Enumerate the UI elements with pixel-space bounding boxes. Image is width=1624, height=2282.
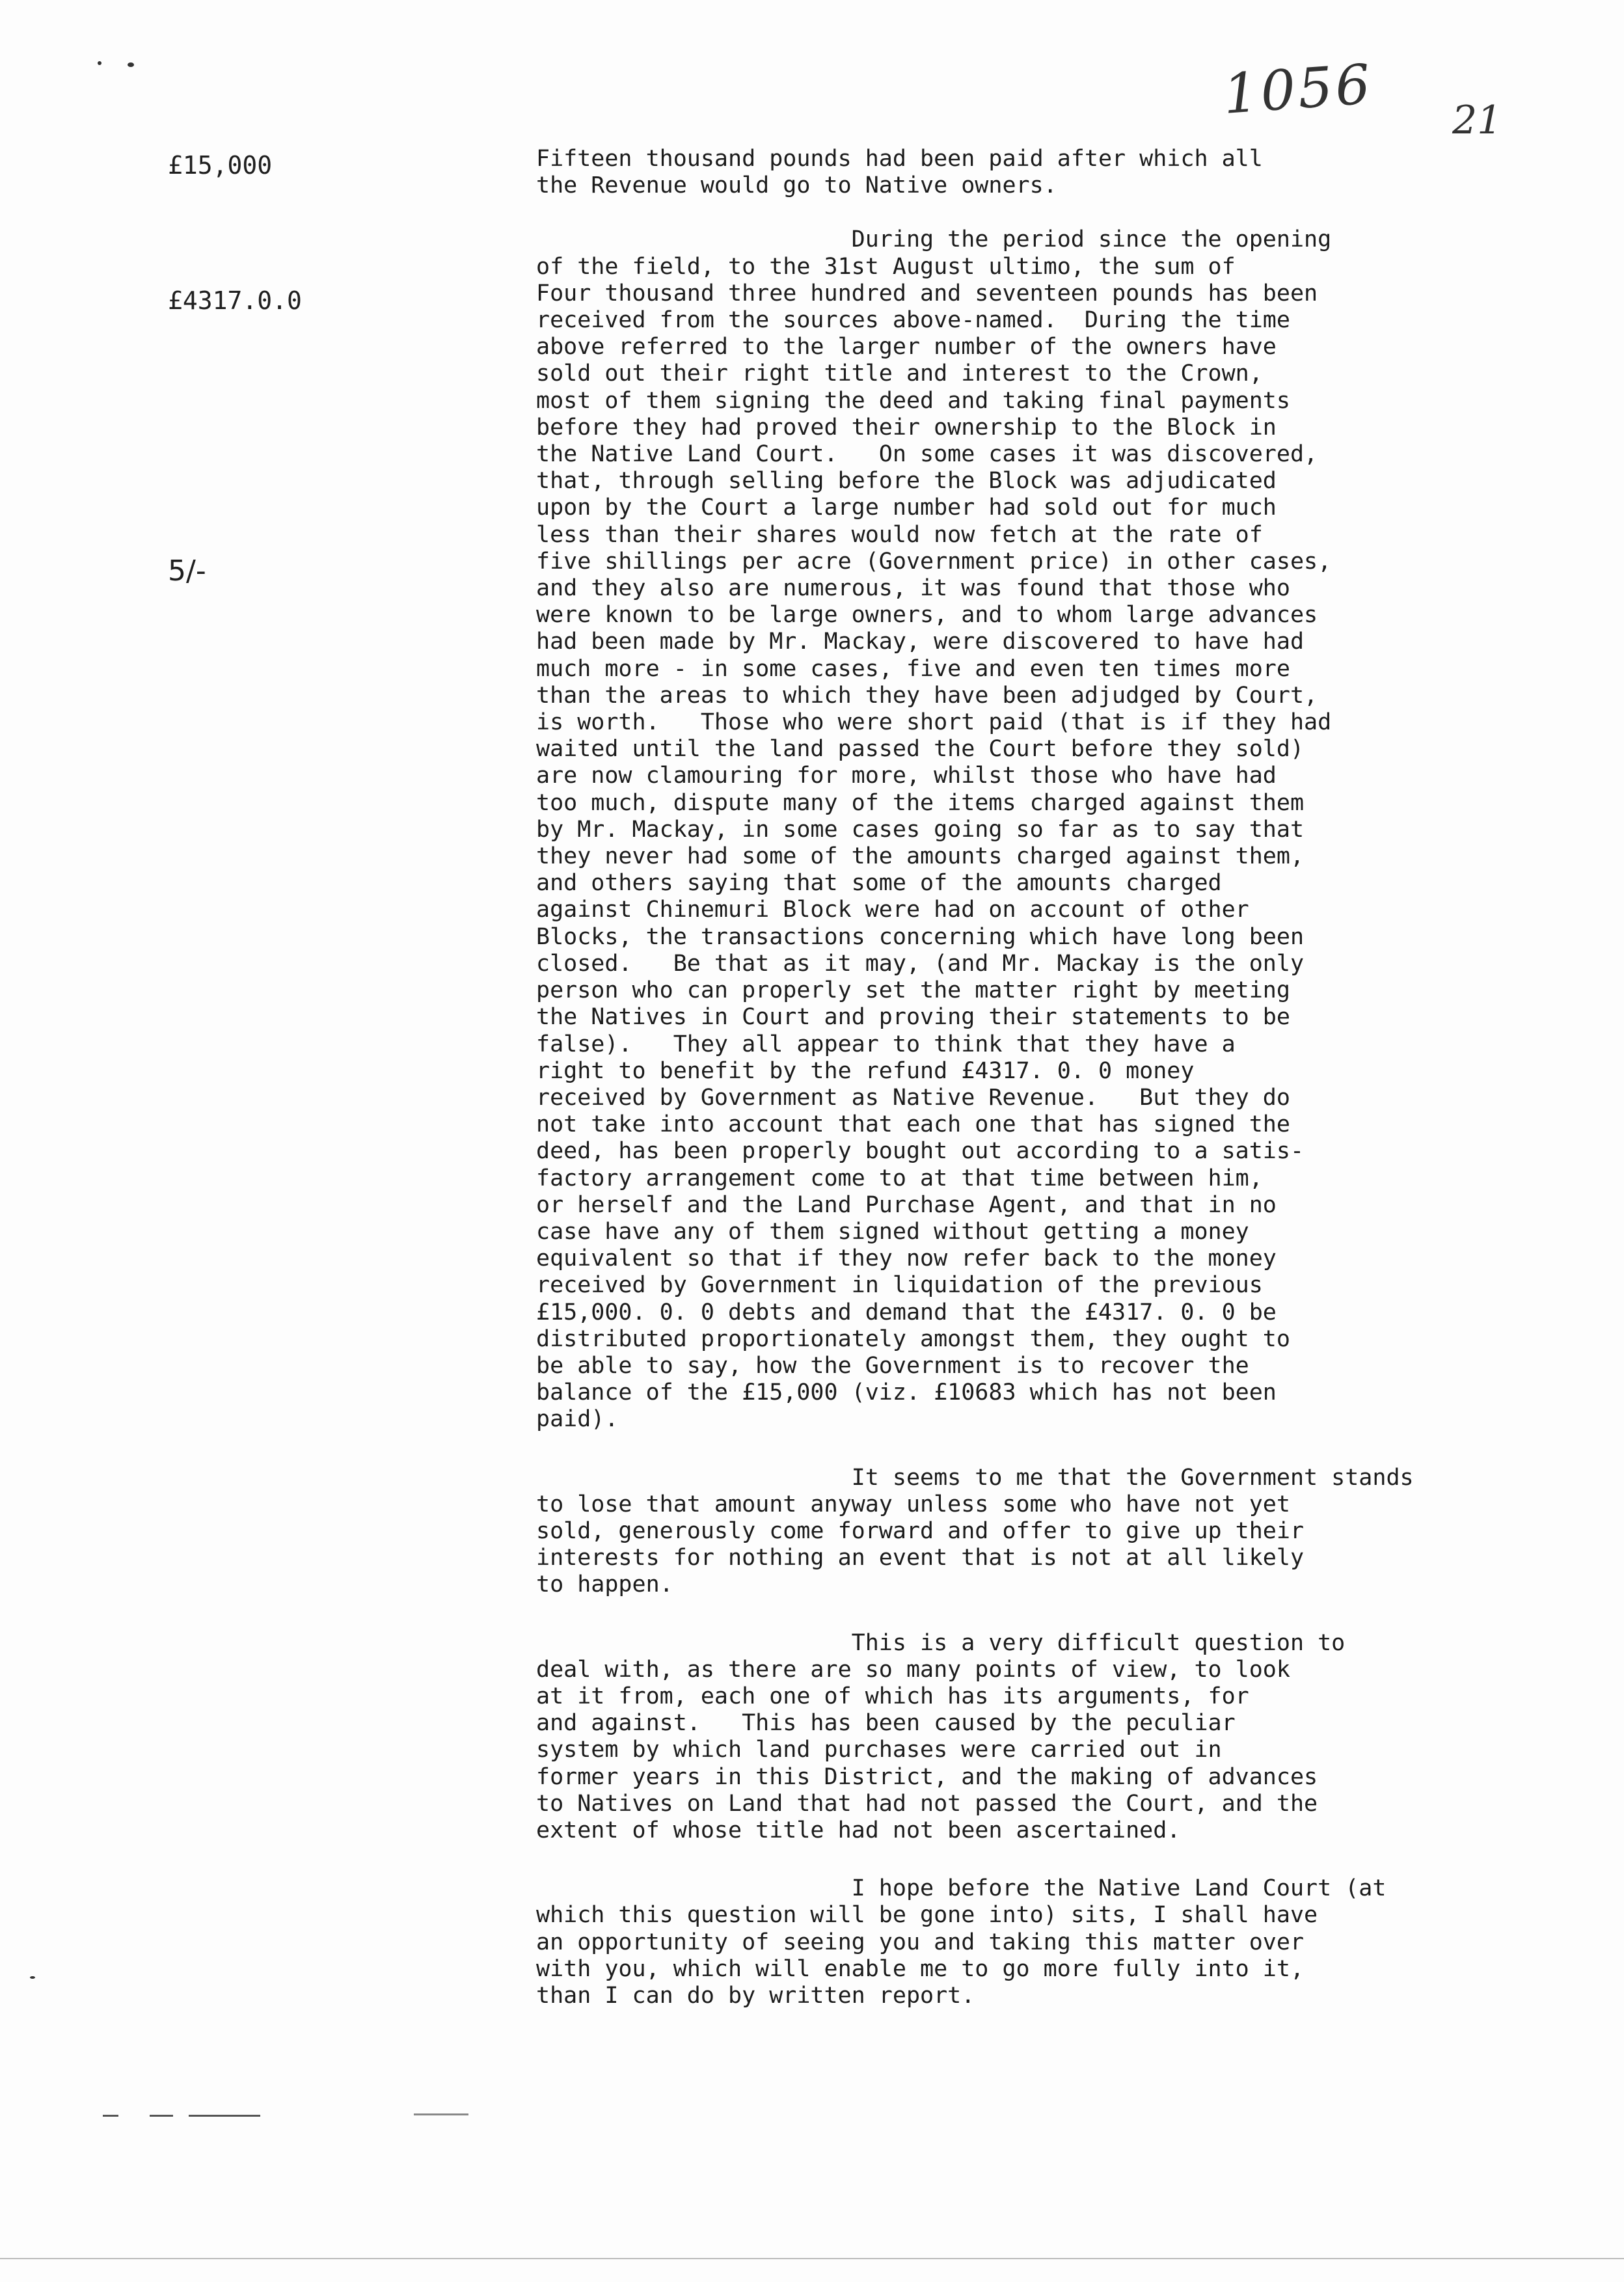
scan-dash	[414, 2113, 468, 2115]
scan-speck	[128, 62, 134, 67]
scan-dash	[189, 2115, 260, 2117]
paragraph-revenue: Fifteen thousand pounds had been paid after which all the Revenue would go to Native owners.	[536, 146, 1263, 199]
paragraph-closing: I hope before the Native Land Court (at which this question will be gone into) sits, I shall have an opportunity of seeing you and taking this matter over with you, which will enable me to go more fully into it, than I can do by written report.	[536, 1875, 1387, 2009]
paragraph-government-loss: It seems to me that the Government stands to lose that amount anyway unless some who have not yet sold, generously come forward and offer to give up their interests for nothing an event that is not at all likely to happen.	[536, 1464, 1414, 1598]
page-number: 21	[1452, 98, 1502, 143]
scan-dash	[103, 2115, 118, 2117]
scan-dash	[0, 2258, 1624, 2259]
margin-note-five-shillings: 5/-	[168, 554, 206, 588]
margin-note-amount-4317: £4317.0.0	[168, 286, 302, 315]
scan-dash	[150, 2115, 173, 2117]
paragraph-difficult-question: This is a very difficult question to deal with, as there are so many points of view, to look at it from, each one of which has its arguments, for and against. This has been caused by the peculiar system by which land purchases were carried out in former years in this District, and the making of advances to Natives on Land that had not passed the Court, and the extent of whose title had not been ascertained.	[536, 1629, 1346, 1843]
scan-speck	[98, 61, 102, 65]
paragraph-period-summary: During the period since the opening of the field, to the 31st August ultimo, the sum of Four thousand three hundred and seventeen pounds has been received from the sources above-named. During the time above referred to the larger number of the owners have sold out their right title and interest to the Crown, most of them signing the deed and taking final payments before they had proved their ownership to the Block in the Native Land Court. On some cases it was discovered, that, through selling before the Block was adjudicated upon by the Court a large number had sold out for much less than their shares would now fetch at the rate of five shillings per acre (Government price) in other cases, and they also are numerous, it was found that those who were known to be large owners, and to whom large advances had been made by Mr. Mackay, were discovered to have had much more - in some cases, five and even ten times more than the areas to which they have been adjudged by Court, is worth. Those who were short paid (that is if they had waited until the land passed the Court before they sold) are now clamouring for more, whilst those who have had too much, dispute many of the items charged against them by Mr. Mackay, in some cases going so far as to say that they never had some of the amounts charged against them, and others saying that some of the amounts charged against Chinemuri Block were had on account of other Blocks, the transactions concerning which have long been closed. Be that as it may, (and Mr. Mackay is the only person who can properly set the matter right by meeting the Natives in Court and proving their statements to be false). They all appear to think that they have a right to benefit by the refund £4317. 0. 0 money received by Government as Native Revenue. But they do not take into account that each one that has signed the deed, has been properly bought out according to a satis- factory arrangement come to at that time between him, or herself and the Land Purchase Agent, and that in no case have any of them signed without getting a money equivalent so that if they now refer back to the money received by Government in liquidation of the previous £15,000. 0. 0 debts and demand that the £4317. 0. 0 be distributed proportionately amongst them, they ought to be able to say, how the Government is to recover the balance of the £15,000 (viz. £10683 which has not been paid).	[536, 226, 1332, 1433]
margin-note-amount-15000: £15,000	[168, 151, 273, 180]
folio-number: 1056	[1221, 52, 1375, 126]
letter-body	[536, 146, 1467, 2009]
scan-speck	[30, 1976, 35, 1979]
